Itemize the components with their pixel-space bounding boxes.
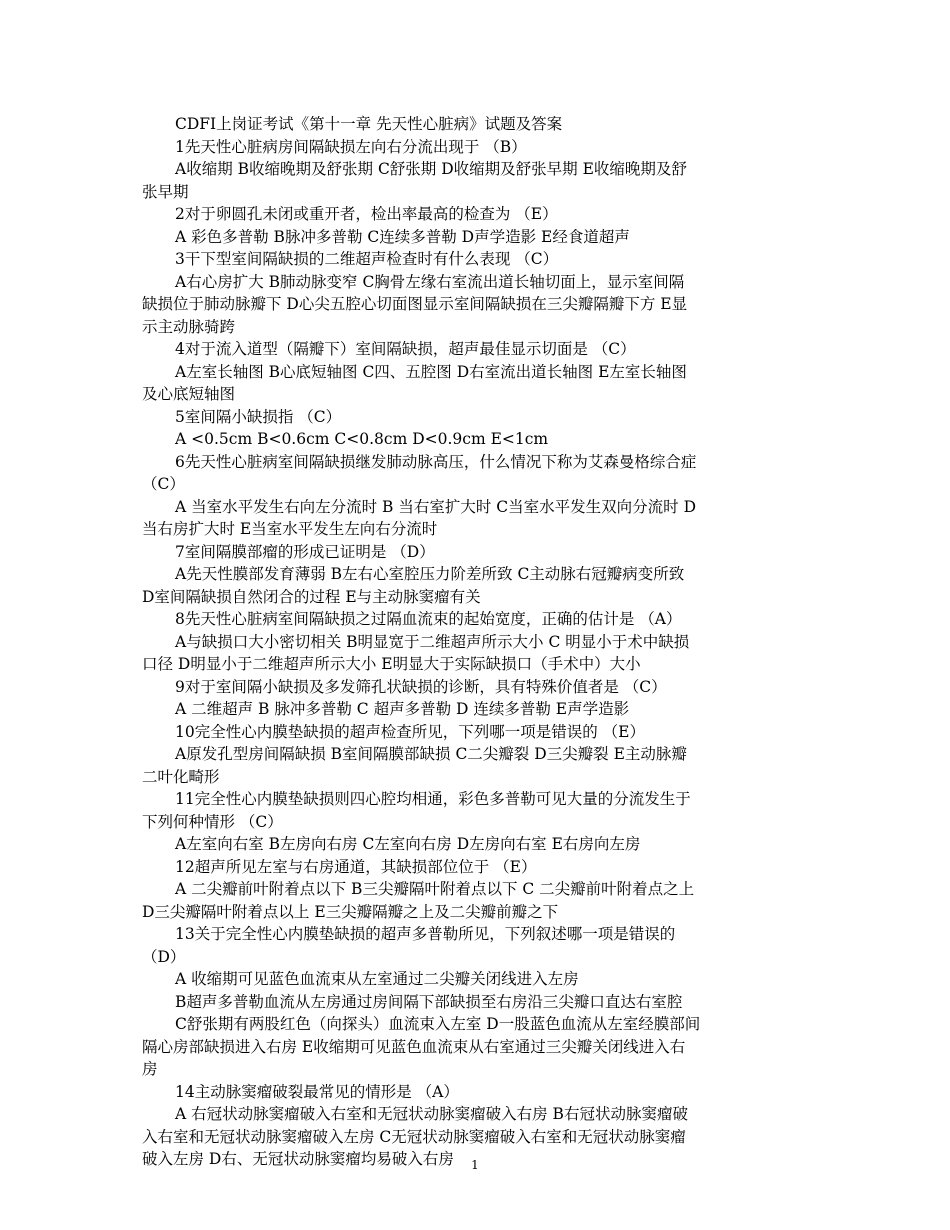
option-line: A与缺损口大小密切相关 B明显宽于二维超声所示大小 C 明显小于术中缺损	[175, 632, 690, 651]
option-line: 破入左房 D右、无冠状动脉窦瘤均易破入右房	[142, 1150, 454, 1168]
question-line: 13关于完全性心内膜垫缺损的超声多普勒所见，下列叙述哪一项是错误的	[175, 925, 676, 943]
option-line: 张早期	[142, 182, 189, 201]
option-line: A 收缩期可见蓝色血流束从左室通过二尖瓣关闭线进入左房	[175, 970, 579, 988]
option-line: 及心底短轴图	[142, 385, 236, 403]
question-line: 6先天性心脏病室间隔缺损继发肺动脉高压，什么情况下称为艾森曼格综合症	[175, 452, 697, 471]
question-line: 5室间隔小缺损指 （C）	[175, 407, 342, 426]
option-line: A左室向右室 B左房向右房 C左室向右房 D左房向右室 E右房向左房	[175, 835, 641, 853]
question-line: 12超声所见左室与右房通道，其缺损部位位于 （E）	[175, 857, 537, 876]
question-line: 下列何种情形 （C）	[142, 812, 283, 831]
option-line: A 右冠状动脉窦瘤破入右室和无冠状动脉窦瘤破入右房 B右冠状动脉窦瘤破	[175, 1105, 688, 1123]
question-line: 9对于室间隔小缺损及多发筛孔状缺损的诊断，具有特殊价值者是 （C）	[175, 677, 667, 696]
option-line: A 当室水平发生右向左分流时 B 当右室扩大时 C当室水平发生双向分流时 D	[175, 497, 697, 516]
option-line: B超声多普勒血流从左房通过房间隔下部缺损至右房沿三尖瓣口直达右室腔	[175, 992, 683, 1011]
question-line: 3干下型室间隔缺损的二维超声检查时有什么表现 （C）	[175, 250, 559, 268]
option-line: 当右房扩大时 E当室水平发生左向右分流时	[142, 520, 438, 538]
document-title: CDFI上岗证考试《第十一章 先天性心脏病》试题及答案	[175, 115, 563, 133]
option-line: 口径 D明显小于二维超声所示大小 E明显大于实际缺损口（手术中）大小	[142, 655, 641, 673]
option-line: A 二维超声 B 脉冲多普勒 C 超声多普勒 D 连续多普勒 E声学造影	[175, 700, 630, 718]
option-line: A收缩期 B收缩晚期及舒张期 C舒张期 D收缩期及舒张早期 E收缩晚期及舒	[175, 160, 687, 178]
document-page	[142, 113, 808, 1171]
question-line: 10完全性心内膜垫缺损的超声检查所见，下列哪一项是错误的 （E）	[175, 722, 645, 741]
page-number: 1	[471, 1158, 479, 1172]
question-line: （D）	[142, 947, 186, 966]
option-line: 缺损位于肺动脉瓣下 D心尖五腔心切面图显示室间隔缺损在三尖瓣隔瓣下方 E显	[142, 295, 688, 313]
option-line: 入右室和无冠状动脉窦瘤破入左房 C无冠状动脉窦瘤破入右室和无冠状动脉窦瘤	[142, 1127, 686, 1146]
question-line: 4对于流入道型（隔瓣下）室间隔缺损，超声最佳显示切面是 （C）	[175, 340, 636, 358]
question-line: 2对于卵圆孔未闭或重开者，检出率最高的检查为 （E）	[175, 205, 558, 223]
option-line: 隔心房部缺损进入右房 E收缩期可见蓝色血流束从右室通过三尖瓣关闭线进入右	[142, 1037, 686, 1056]
option-line: A 二尖瓣前叶附着点以下 B三尖瓣隔叶附着点以下 C 二尖瓣前叶附着点之上	[175, 880, 695, 898]
question-line: 1先天性心脏病房间隔缺损左向右分流出现于 （B）	[175, 137, 527, 156]
option-line: A右心房扩大 B肺动脉变窄 C胸骨左缘右室流出道长轴切面上，显示室间隔	[175, 272, 685, 291]
option-line: 房	[142, 1060, 158, 1078]
question-line: （C）	[142, 475, 185, 493]
option-line: A先天性膜部发育薄弱 B左右心室腔压力阶差所致 C主动脉右冠瓣病变所致	[175, 565, 685, 583]
option-line: A 彩色多普勒 B脉冲多普勒 C连续多普勒 D声学造影 E经食道超声	[175, 227, 630, 246]
question-line: 14主动脉窦瘤破裂最常见的情形是 （A）	[175, 1082, 459, 1101]
option-line: A <0.5cm B<0.6cm C<0.8cm D<0.9cm E<1cm	[175, 430, 549, 448]
option-line: A左室长轴图 B心底短轴图 C四、五腔图 D右室流出道长轴图 E左室长轴图	[175, 362, 687, 381]
option-line: A原发孔型房间隔缺损 B室间隔膜部缺损 C二尖瓣裂 D三尖瓣裂 E主动脉瓣	[175, 745, 687, 763]
option-line: C舒张期有两股红色（向探头）血流束入左室 D一股蓝色血流从左室经膜部间	[175, 1015, 701, 1033]
option-line: D三尖瓣隔叶附着点以上 E三尖瓣隔瓣之上及二尖瓣前瓣之下	[142, 902, 559, 921]
question-line: 8先天性心脏病室间隔缺损之过隔血流束的起始宽度，正确的估计是 （A）	[175, 610, 682, 628]
question-line: 11完全性心内膜垫缺损则四心腔均相通，彩色多普勒可见大量的分流发生于	[175, 790, 691, 808]
option-line: 二叶化畸形	[142, 767, 220, 786]
option-line: 示主动脉骑跨	[142, 317, 236, 336]
option-line: D室间隔缺损自然闭合的过程 E与主动脉窦瘤有关	[142, 587, 481, 606]
question-line: 7室间隔膜部瘤的形成已证明是 （D）	[175, 542, 435, 561]
